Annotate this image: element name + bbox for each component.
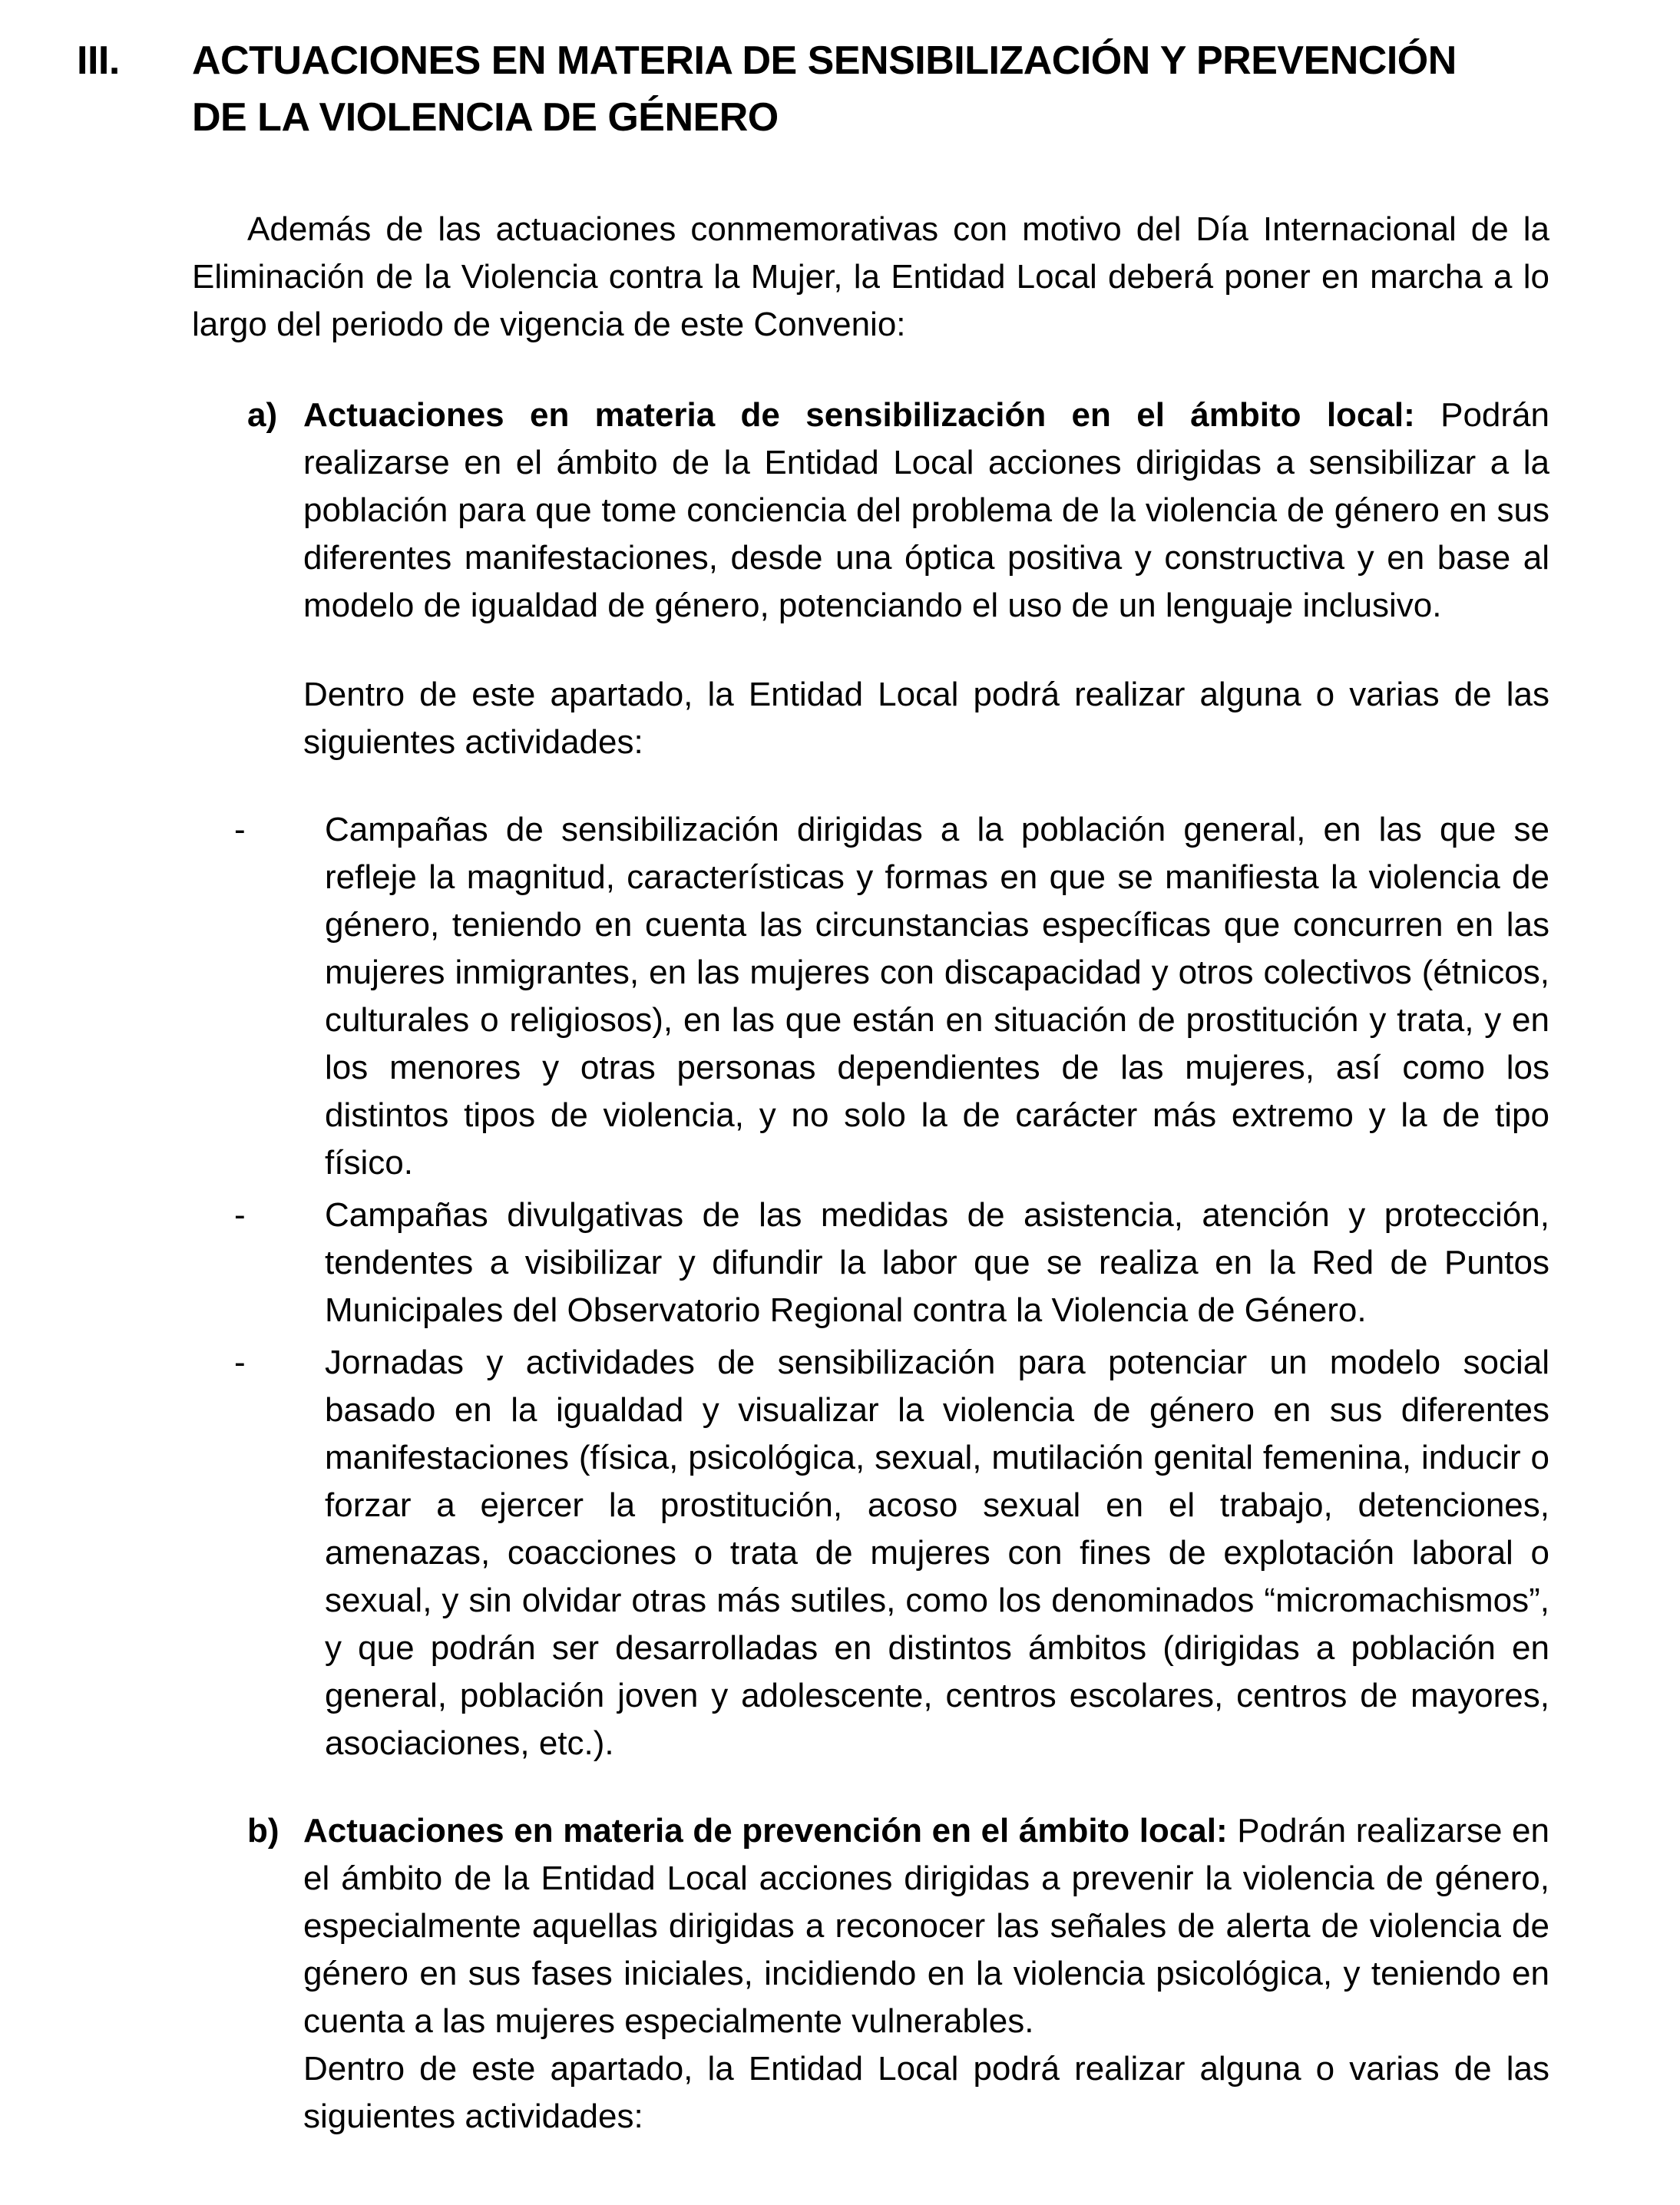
item-a-label: a) (247, 396, 278, 434)
list-item (234, 806, 1549, 1187)
item-b-lead: Actuaciones en materia de prevención en el ámbito local: (303, 1812, 1228, 1850)
item-b-body (303, 1807, 1549, 2141)
item-b (247, 1807, 1549, 2141)
list-item (234, 1192, 1549, 1334)
dash-marker: - (234, 811, 246, 848)
item-a-body (303, 392, 1549, 766)
item-a-note: Dentro de este apartado, la Entidad Local podrá realizar alguna o varias de las siguientes actividades: (303, 676, 1549, 761)
heading-title-line2: DE LA VIOLENCIA DE GÉNERO (192, 95, 779, 140)
item-b-text: Podrán realizarse en el ámbito de la Entidad Local acciones dirigidas a prevenir la violencia de género, especialmente aquellas dirigidas a reconocer las señales de alerta de violencia de género en sus fases iniciales, incidiendo en la violencia psicológica, y teniendo en cuenta a las mujeres especialmente vulnerables. (303, 1812, 1550, 2040)
list-item (234, 1339, 1549, 1767)
dash-marker: - (234, 1344, 246, 1381)
heading-number: III. (77, 38, 120, 83)
list-item-text: Campañas divulgativas de las medidas de asistencia, atención y protección, tendentes a visibilizar y difundir la labor que se realiza en la Red de Puntos Municipales del Observatorio Regional contra la Violencia de Género. (325, 1196, 1549, 1329)
list-item-text: Jornadas y actividades de sensibilización para potenciar un modelo social basado en la igualdad y visualizar la violencia de género en sus diferentes manifestaciones (física, psicológica, sexual, mutilación genital femenina, inducir o forzar a ejercer la prostitución, acoso sexual en el trabajo, detenciones, amenazas, coacciones o trata de mujeres con fines de explotación laboral o sexual, y sin olvidar otras más sutiles, como los denominados “micromachismos”, y que podrán ser desarrolladas en distintos ámbitos (dirigidas a población en general, población joven y adolescente, centros escolares, centros de mayores, asociaciones, etc.). (325, 1344, 1549, 1762)
item-a (247, 392, 1549, 766)
item-b-paragraph (303, 1807, 1549, 2045)
list-item-text: Campañas de sensibilización dirigidas a la población general, en las que se refleje la magnitud, características y formas en que se manifiesta la violencia de género, teniendo en cuenta las circunstancias específicas que concurren en las mujeres inmigrantes, en las mujeres con discapacidad y otros colectivos (étnicos, culturales o religiosos), en las que están en situación de prostitución y trata, y en los menores y otras personas dependientes de las mujeres, así como los distintos tipos de violencia, y no solo la de carácter más extremo y la de tipo físico. (325, 811, 1549, 1182)
section-heading (77, 32, 1549, 146)
item-b-note: Dentro de este apartado, la Entidad Local podrá realizar alguna o varias de las siguientes actividades: (303, 2050, 1549, 2135)
heading-title (192, 32, 1549, 146)
activities-list (234, 806, 1549, 1767)
item-a-text: Podrán realizarse en el ámbito de la Entidad Local acciones dirigidas a sensibilizar a la población para que tome conciencia del problema de la violencia de género en sus diferentes manifestaciones, desde una óptica positiva y constructiva y en base al modelo de igualdad de género, potenciando el uso de un lenguaje inclusivo. (303, 396, 1549, 624)
dash-marker: - (234, 1196, 246, 1234)
item-b-label: b) (247, 1812, 279, 1850)
heading-title-line1: ACTUACIONES EN MATERIA DE SENSIBILIZACIÓN Y PREVENCIÓN (192, 38, 1457, 83)
intro-paragraph: Además de las actuaciones conmemorativas con motivo del Día Internacional de la Eliminación de la Violencia contra la Mujer, la Entidad Local deberá poner en marcha a lo largo del periodo de vigencia de este Convenio: (192, 210, 1549, 343)
document-body (192, 206, 1549, 2141)
item-a-lead: Actuaciones en materia de sensibilización en el ámbito local: (303, 396, 1415, 434)
item-a-paragraph (303, 392, 1549, 630)
